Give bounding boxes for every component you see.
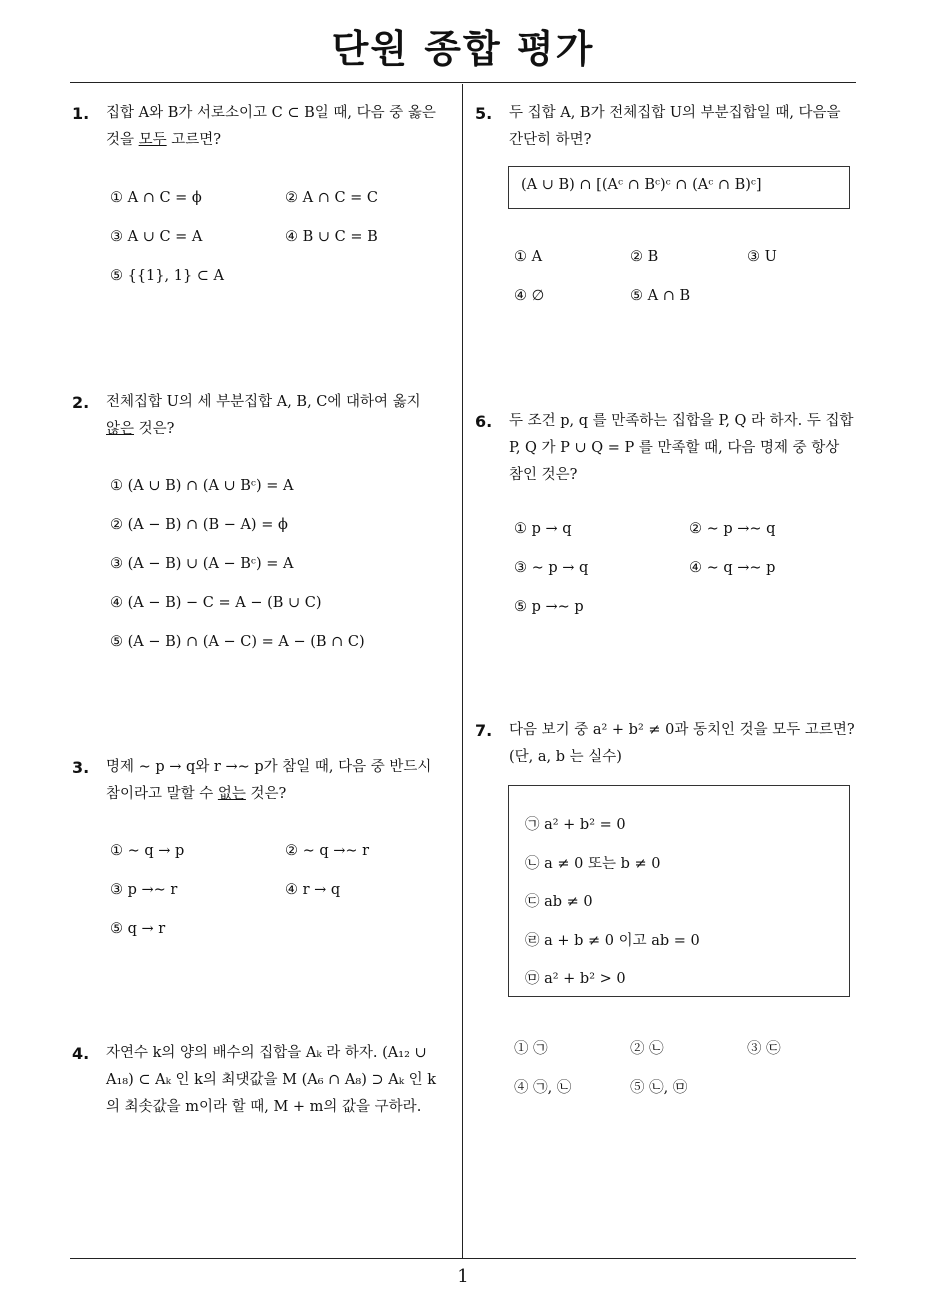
option-2[interactable]: ② A ∩ C = C (285, 190, 379, 206)
option-4[interactable]: ④ ∅ (514, 288, 545, 304)
question-line: 명제 ∼ p → q와 r →∼ p가 참일 때, 다음 중 반드시 (106, 759, 432, 775)
option-5[interactable]: ⑤ {{1}, 1} ⊂ A (110, 268, 225, 284)
option-4[interactable]: ④ ㉠, ㉡ (514, 1080, 572, 1096)
choice-giyeok: ㉠ a² + b² = 0 (525, 817, 626, 833)
option-1[interactable]: ① p → q (514, 521, 572, 537)
question-number: 4. (72, 1044, 90, 1063)
choice-nieun: ㉡ a ≠ 0 또는 b ≠ 0 (525, 856, 661, 872)
choice-mieum: ㉤ a² + b² > 0 (525, 971, 626, 987)
question-text (509, 100, 863, 154)
option-2[interactable]: ② (A − B) ∩ (B − A) = ϕ (110, 517, 288, 533)
page-title: 단원 종합 평가 (331, 27, 595, 71)
option-5[interactable]: ⑤ ㉡, ㉤ (630, 1080, 688, 1096)
question-number: 2. (72, 393, 90, 412)
top-rule (70, 82, 856, 83)
question-line: 자연수 k의 양의 배수의 집합을 Aₖ 라 하자. (A₁₂ ∪ (106, 1045, 427, 1061)
question-text (106, 389, 458, 443)
option-2[interactable]: ② ㉡ (630, 1041, 664, 1057)
text-span: 참이라고 말할 수 (106, 786, 218, 802)
question-text (106, 754, 458, 808)
choice-digeut: ㉢ ab ≠ 0 (525, 894, 593, 910)
question-line (106, 416, 458, 443)
option-3[interactable]: ③ ∼ p → q (514, 560, 589, 576)
option-2[interactable]: ② B (630, 249, 659, 265)
option-1[interactable]: ① (A ∪ B) ∩ (A ∪ Bᶜ) = A (110, 478, 294, 494)
option-2[interactable]: ② ∼ p →∼ q (689, 521, 776, 537)
bottom-rule (70, 1258, 856, 1259)
option-2[interactable]: ② ∼ q →∼ r (285, 843, 370, 859)
option-5[interactable]: ⑤ A ∩ B (630, 288, 691, 304)
option-1[interactable]: ① A ∩ C = ϕ (110, 190, 202, 206)
question-number: 6. (475, 412, 493, 431)
question-line: P, Q 가 P ∪ Q = P 를 만족할 때, 다음 명제 중 항상 (509, 440, 840, 456)
option-5[interactable]: ⑤ (A − B) ∩ (A − C) = A − (B ∩ C) (110, 634, 365, 650)
question-number: 5. (475, 104, 493, 123)
question-line: 전체집합 U의 세 부분집합 A, B, C에 대하여 옳지 (106, 394, 421, 410)
option-4[interactable]: ④ B ∪ C = B (285, 229, 378, 245)
expression-box (508, 166, 850, 209)
text-span: 것은? (245, 786, 287, 802)
question-line: (단, a, b 는 실수) (509, 749, 622, 765)
question-text (106, 1040, 458, 1121)
option-5[interactable]: ⑤ p →∼ p (514, 599, 584, 615)
option-3[interactable]: ③ (A − B) ∪ (A − Bᶜ) = A (110, 556, 294, 572)
question-line: 집합 A와 B가 서로소이고 C ⊂ B일 때, 다음 중 옳은 (106, 105, 436, 121)
option-3[interactable]: ③ A ∪ C = A (110, 229, 203, 245)
option-3[interactable]: ③ ㉢ (747, 1041, 781, 1057)
underlined-text: 없는 (217, 786, 246, 802)
question-line: A₁₈) ⊂ Aₖ 인 k의 최댓값을 M (A₆ ∩ A₈) ⊃ Aₖ 인 k (106, 1072, 436, 1088)
option-3[interactable]: ③ p →∼ r (110, 882, 178, 898)
option-5[interactable]: ⑤ q → r (110, 921, 166, 937)
expression: (A ∪ B) ∩ [(Aᶜ ∩ Bᶜ)ᶜ ∩ (Aᶜ ∩ B)ᶜ] (521, 177, 762, 193)
question-number: 3. (72, 758, 90, 777)
question-line: 두 조건 p, q 를 만족하는 집합을 P, Q 라 하자. 두 집합 (509, 413, 854, 429)
question-line (106, 127, 458, 154)
option-1[interactable]: ① ㉠ (514, 1041, 548, 1057)
option-4[interactable]: ④ r → q (285, 882, 341, 898)
choice-rieul: ㉣ a + b ≠ 0 이고 ab = 0 (525, 933, 700, 949)
option-1[interactable]: ① ∼ q → p (110, 843, 185, 859)
option-3[interactable]: ③ U (747, 249, 777, 265)
choices-box (508, 785, 850, 997)
column-divider (462, 84, 463, 1258)
question-line: 다음 보기 중 a² + b² ≠ 0과 동치인 것을 모두 고르면? (509, 722, 855, 738)
option-4[interactable]: ④ (A − B) − C = A − (B ∪ C) (110, 595, 322, 611)
text-span: 고르면? (166, 132, 222, 148)
question-text (509, 408, 863, 489)
question-line: 참인 것은? (509, 467, 578, 483)
question-number: 7. (475, 721, 493, 740)
page-number: 1 (457, 1266, 469, 1287)
question-line: 두 집합 A, B가 전체집합 U의 부분집합일 때, 다음을 (509, 105, 841, 121)
text-span: 것은? (134, 421, 175, 437)
question-text (509, 717, 863, 771)
text-span: 것을 (106, 132, 139, 148)
underlined-text: 모두 (138, 132, 167, 148)
option-1[interactable]: ① A (514, 249, 543, 265)
question-text (106, 100, 458, 154)
question-number: 1. (72, 104, 90, 123)
question-line: 간단히 하면? (509, 132, 592, 148)
underlined-text: 않은 (106, 421, 135, 437)
question-line (106, 781, 458, 808)
option-4[interactable]: ④ ∼ q →∼ p (689, 560, 776, 576)
question-line: 의 최솟값을 m이라 할 때, M + m의 값을 구하라. (106, 1099, 422, 1115)
